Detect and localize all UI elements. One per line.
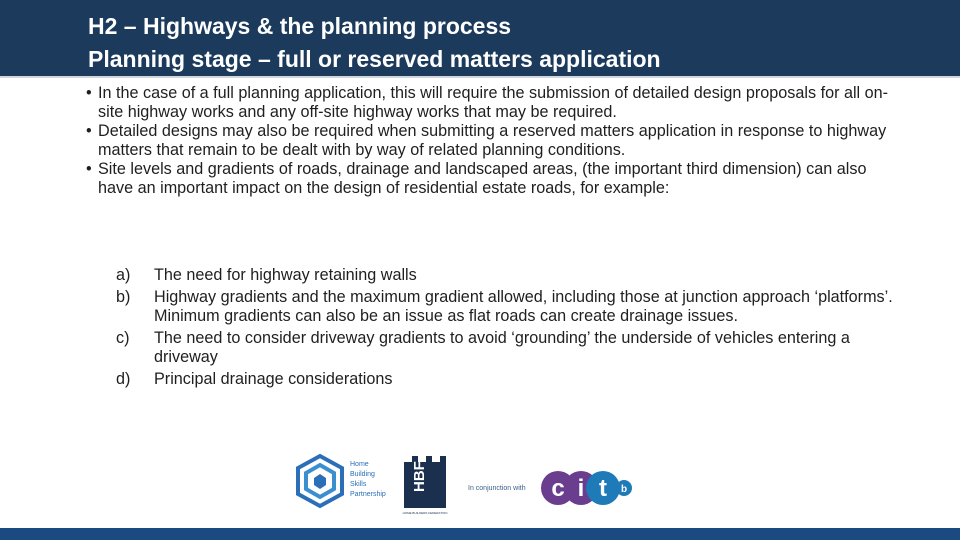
citb-letter-t: t — [599, 475, 607, 502]
citb-logo — [541, 471, 632, 505]
footer-bar — [0, 528, 960, 540]
hbsp-line-4: Partnership — [350, 491, 386, 498]
example-item — [116, 288, 916, 326]
example-text: The need to consider driveway gradients to avoid ‘grounding’ the underside of vehicles entering a driveway — [154, 329, 850, 366]
hbsp-line-2: Building — [350, 471, 375, 478]
hbsp-line-3: Skills — [350, 481, 367, 488]
bullet-item — [86, 160, 896, 198]
slide-title-line-1: H2 – Highways & the planning process — [88, 13, 512, 39]
slide-title — [88, 10, 661, 76]
example-item — [116, 329, 916, 367]
header-divider — [0, 76, 960, 78]
bullet-mark: • — [86, 160, 92, 178]
conjunction-text: In conjunction with — [468, 485, 526, 492]
example-mark: b) — [116, 288, 131, 306]
bullet-text: In the case of a full planning application, this will require the submission of detailed design proposals for all on-site highway works and any off-site highway works that may be required. — [98, 84, 889, 121]
example-mark: a) — [116, 266, 131, 284]
example-text: The need for highway retaining walls — [154, 266, 417, 284]
hbf-text: HBF — [411, 461, 428, 492]
example-item — [116, 370, 916, 389]
example-text: Principal drainage considerations — [154, 370, 393, 388]
hbf-subtext: HOME BUILDERS FEDERATION — [402, 511, 448, 515]
citb-letter-b: b — [620, 484, 628, 495]
title-banner — [0, 0, 960, 76]
hbsp-logo — [298, 456, 386, 506]
example-mark: d) — [116, 370, 131, 388]
bullet-mark: • — [86, 122, 92, 140]
bullet-mark: • — [86, 84, 92, 102]
bullet-item — [86, 84, 896, 122]
citb-letter-i: i — [577, 475, 585, 502]
hbsp-line-1: Home — [350, 461, 369, 468]
slide-title-line-2: Planning stage – full or reserved matters application — [88, 46, 661, 72]
bullet-item — [86, 122, 896, 160]
hbf-logo — [403, 456, 448, 515]
example-item — [116, 266, 916, 285]
citb-letter-c: c — [551, 475, 565, 502]
example-list — [116, 266, 916, 392]
bullet-list — [86, 84, 896, 198]
example-mark: c) — [116, 329, 130, 347]
bullet-text: Detailed designs may also be required when submitting a reserved matters application in response to highway matters that remain to be dealt with by way of related planning conditions. — [98, 122, 887, 159]
bullet-text: Site levels and gradients of roads, drainage and landscaped areas, (the important third dimension) can also have an important impact on the design of residential estate roads, for example: — [98, 160, 867, 197]
example-text: Highway gradients and the maximum gradient allowed, including those at junction approach ‘platforms’. Minimum gradients can also be an issue as flat roads can create drainage issues. — [154, 288, 893, 325]
partner-logos — [292, 452, 632, 520]
